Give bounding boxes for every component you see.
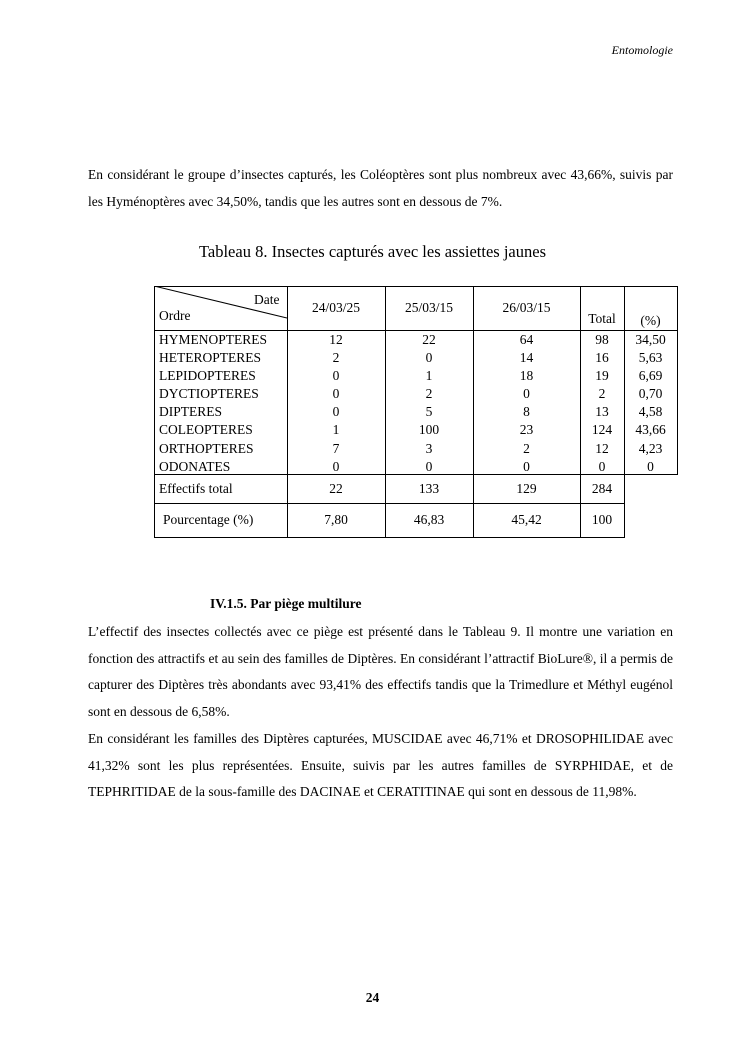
page-number: 24 xyxy=(365,990,380,1005)
running-title: Entomologie xyxy=(611,43,673,57)
count-cell: 64 xyxy=(519,332,534,347)
total-cell: 124 xyxy=(591,422,613,438)
percent-cell: 34,50 xyxy=(635,332,666,347)
pourcentage-cell: 45,42 xyxy=(511,512,542,527)
intro-paragraph: En considérant le groupe d’insectes capturés, les Coléoptères sont plus nombreux avec 43,66%, suivis par les Hyménoptères avec 34,50%, tandis que les autres sont en dessous de 7%. xyxy=(88,167,673,209)
count-cell: 0 xyxy=(523,458,530,474)
count-cell: 2 xyxy=(332,350,340,366)
count-cell: 0 xyxy=(425,350,433,366)
order-name: HYMENOPTERES xyxy=(159,332,268,347)
order-column xyxy=(159,331,267,476)
effectifs-cell: 22 xyxy=(329,481,343,496)
count-cell: 7 xyxy=(332,440,340,456)
percent-cell: 0 xyxy=(647,458,654,474)
corner-order-label: Ordre xyxy=(159,308,191,323)
pourcentage-cell: 46,83 xyxy=(413,512,445,527)
pourcentage-cell: 7,80 xyxy=(324,512,348,527)
total-header: Total xyxy=(588,311,616,326)
total-cell: 0 xyxy=(598,458,606,474)
count-cell: 0 xyxy=(332,368,340,384)
total-cell: 12 xyxy=(595,440,609,456)
percent-column xyxy=(624,331,677,476)
table-caption: Tableau 8. Insectes capturés avec les assiettes jaunes xyxy=(198,242,547,261)
count-cell: 12 xyxy=(329,332,343,347)
count-cell: 100 xyxy=(418,422,440,438)
effectifs-cell: 284 xyxy=(591,481,613,496)
section-paragraph-1: L’effectif des insectes collectés avec ce piège est présenté dans le Tableau 9. Il montre une variation en fonction des attractifs et au sein des familles de Diptères. En considérant l’attractif BioLure®, il a permis de capturer des Diptères très abondants avec 93,41% des effectifs tandis que la Trimedlure et Méthyl eugénol sont en dessous de 6,58%. xyxy=(88,624,673,719)
order-name: COLEOPTERES xyxy=(159,422,253,438)
count-cell: 18 xyxy=(519,368,534,384)
count-cell: 5 xyxy=(425,404,433,420)
section-paragraph-2: En considérant les familles des Diptères capturées, MUSCIDAE avec 46,71% et DROSOPHILIDAE avec 41,32% sont les plus représentées. Ensuite, suivis par les autres familles de SYRPHIDAE, et de TEPHRITIDAE de la sous-famille des DACINAE et CERATITINAE qui sont en dessous de 11,98%. xyxy=(88,731,673,799)
effectifs-cell: 129 xyxy=(516,481,537,496)
count-cell: 8 xyxy=(523,404,530,420)
total-cell: 98 xyxy=(595,332,609,347)
date3-column xyxy=(473,331,580,476)
order-name: LEPIDOPTERES xyxy=(159,368,256,384)
percent-cell: 6,69 xyxy=(638,368,663,384)
pourcentage-cell: 100 xyxy=(591,512,613,527)
count-cell: 1 xyxy=(425,368,433,384)
count-cell: 1 xyxy=(332,422,340,438)
total-cell: 2 xyxy=(598,386,606,402)
count-cell: 0 xyxy=(332,386,340,402)
corner-date-label: Date xyxy=(254,292,280,307)
count-cell: 0 xyxy=(425,458,433,474)
percent-cell: 4,58 xyxy=(638,404,663,420)
count-cell: 2 xyxy=(523,440,530,456)
order-name: ORTHOPTERES xyxy=(159,440,254,456)
effectifs-cell: 133 xyxy=(418,481,440,496)
count-cell: 14 xyxy=(519,350,534,366)
percent-cell: 43,66 xyxy=(635,422,666,438)
count-cell: 23 xyxy=(519,422,534,438)
count-cell: 22 xyxy=(422,332,436,347)
percent-cell: 4,23 xyxy=(638,440,663,456)
total-cell: 16 xyxy=(595,350,609,366)
percent-cell: 0,70 xyxy=(638,386,663,402)
date1-column xyxy=(287,331,385,476)
total-cell: 13 xyxy=(595,404,609,420)
section-heading: IV.1.5. Par piège multilure xyxy=(210,596,362,611)
order-name: DYCTIOPTERES xyxy=(159,386,259,402)
order-name: HETEROPTERES xyxy=(159,350,262,366)
count-cell: 3 xyxy=(425,440,433,456)
percent-header: (%) xyxy=(640,313,661,328)
date2-column xyxy=(385,331,473,476)
order-name: ODONATES xyxy=(159,458,231,474)
count-cell: 2 xyxy=(425,386,433,402)
count-cell: 0 xyxy=(332,404,340,420)
date-header: 25/03/15 xyxy=(404,300,453,315)
pourcentage-label: Pourcentage (%) xyxy=(163,512,254,527)
count-cell: 0 xyxy=(523,386,530,402)
date-header: 26/03/15 xyxy=(502,300,551,315)
date-header: 24/03/25 xyxy=(311,300,360,315)
total-column xyxy=(580,331,624,476)
total-cell: 19 xyxy=(595,368,609,384)
count-cell: 0 xyxy=(332,458,340,474)
effectifs-label: Effectifs total xyxy=(159,481,233,496)
percent-cell: 5,63 xyxy=(638,350,663,366)
order-name: DIPTERES xyxy=(159,404,223,420)
